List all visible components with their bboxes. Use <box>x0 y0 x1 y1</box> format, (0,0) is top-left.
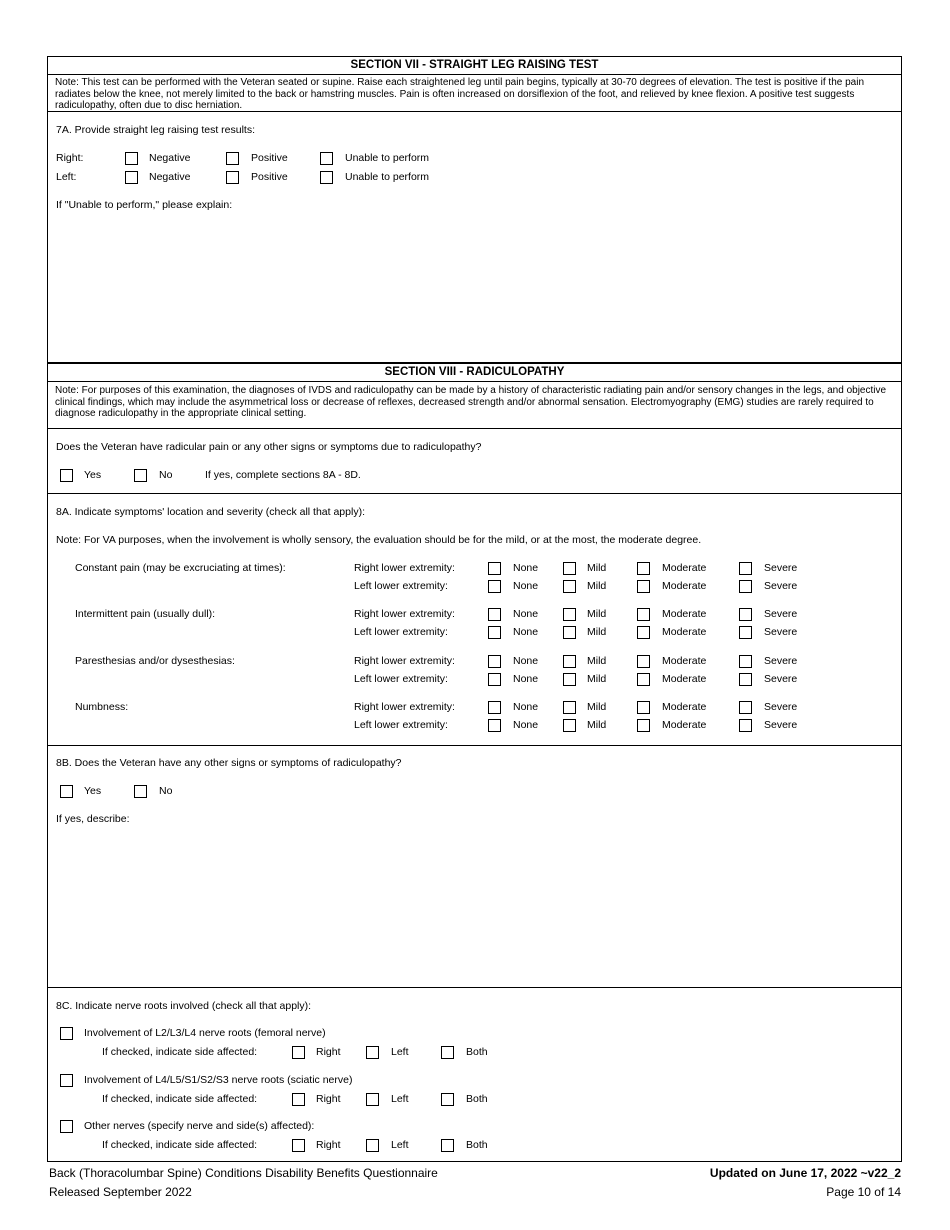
severity-label: Severe <box>764 655 798 667</box>
side-label: Both <box>466 1093 488 1105</box>
nerve-root-1-right-checkbox[interactable] <box>292 1046 305 1059</box>
section-vii-note: Note: This test can be performed with the Veteran seated or supine. Raise each straightened leg until pain begins, typically at 30-70 degrees of elevation. The test is positive if the pain radiates below the knee, not merely limited to the back or hamstring muscles. Pain is often increased on dorsiflexion of the foot, and relieved by knee flexion. A positive test suggests radiculopathy, often due to disc herniation. <box>55 77 865 111</box>
severity-label: Severe <box>764 673 798 685</box>
side-affected-label: If checked, indicate side affected: <box>102 1046 258 1058</box>
symptom-4-left-none-checkbox[interactable] <box>488 719 501 732</box>
question-7a: 7A. Provide straight leg raising test results: <box>56 124 256 136</box>
severity-label: Mild <box>587 719 607 731</box>
severity-label: Severe <box>764 580 798 592</box>
symptom-3-left-severe-checkbox[interactable] <box>739 673 752 686</box>
severity-label: Mild <box>587 655 607 667</box>
question-8a: 8A. Indicate symptoms' location and severity (check all that apply): <box>56 506 365 518</box>
severity-label: None <box>513 626 539 638</box>
question-8c: 8C. Indicate nerve roots involved (check all that apply): <box>56 1000 312 1012</box>
symptom-4-right-severe-checkbox[interactable] <box>739 701 752 714</box>
divider <box>48 74 901 75</box>
nerve-root-1-left-checkbox[interactable] <box>366 1046 379 1059</box>
left-unable-label: Unable to perform <box>345 171 430 183</box>
side-label: Right <box>316 1139 341 1151</box>
symptom-label: Constant pain (may be excruciating at times): <box>75 562 286 574</box>
right-positive-label: Positive <box>251 152 288 164</box>
divider <box>48 111 901 112</box>
question-8b: 8B. Does the Veteran have any other signs or symptoms of radiculopathy? <box>56 757 402 769</box>
divider <box>48 745 901 746</box>
nerve-root-3-checkbox[interactable] <box>60 1120 73 1133</box>
symptom-1-left-mild-checkbox[interactable] <box>563 580 576 593</box>
severity-label: Moderate <box>662 608 707 620</box>
severity-label: Mild <box>587 701 607 713</box>
divider <box>48 493 901 494</box>
radicular-yes-checkbox[interactable] <box>60 469 73 482</box>
radicular-no-checkbox[interactable] <box>134 469 147 482</box>
symptom-2-right-severe-checkbox[interactable] <box>739 608 752 621</box>
nerve-root-2-checkbox[interactable] <box>60 1074 73 1087</box>
symptom-1-left-none-checkbox[interactable] <box>488 580 501 593</box>
right-extremity-label: Right lower extremity: <box>354 655 455 667</box>
side-label: Right <box>316 1046 341 1058</box>
explain-label: If "Unable to perform," please explain: <box>56 199 233 211</box>
nerve-root-2-both-checkbox[interactable] <box>441 1093 454 1106</box>
severity-label: None <box>513 608 539 620</box>
nerve-root-1-checkbox[interactable] <box>60 1027 73 1040</box>
side-label: Left <box>391 1093 409 1105</box>
severity-label: Moderate <box>662 626 707 638</box>
left-leg-label: Left: <box>56 171 77 183</box>
severity-label: Mild <box>587 608 607 620</box>
severity-label: Moderate <box>662 719 707 731</box>
nerve-root-label: Involvement of L4/L5/S1/S2/S3 nerve roots (sciatic nerve) <box>84 1074 353 1086</box>
right-unable-checkbox[interactable] <box>320 152 333 165</box>
symptom-4-left-mild-checkbox[interactable] <box>563 719 576 732</box>
severity-label: Severe <box>764 701 798 713</box>
symptom-1-right-moderate-checkbox[interactable] <box>637 562 650 575</box>
side-affected-label: If checked, indicate side affected: <box>102 1093 258 1105</box>
severity-label: Severe <box>764 719 798 731</box>
side-affected-label: If checked, indicate side affected: <box>102 1139 258 1151</box>
other-signs-no-label: No <box>159 785 173 797</box>
symptom-label: Intermittent pain (usually dull): <box>75 608 216 620</box>
symptom-4-right-mild-checkbox[interactable] <box>563 701 576 714</box>
symptom-1-right-severe-checkbox[interactable] <box>739 562 752 575</box>
divider <box>48 987 901 988</box>
severity-label: None <box>513 580 539 592</box>
right-extremity-label: Right lower extremity: <box>354 701 455 713</box>
section-viii-title: SECTION VIII - RADICULOPATHY <box>384 366 565 378</box>
severity-label: Moderate <box>662 562 707 574</box>
symptom-4-left-moderate-checkbox[interactable] <box>637 719 650 732</box>
updated-date: Updated on June 17, 2022 ~v22_2 <box>709 1166 901 1180</box>
symptom-3-right-severe-checkbox[interactable] <box>739 655 752 668</box>
nerve-root-2-left-checkbox[interactable] <box>366 1093 379 1106</box>
severity-label: Mild <box>587 673 607 685</box>
severity-label: Severe <box>764 562 798 574</box>
symptom-2-left-none-checkbox[interactable] <box>488 626 501 639</box>
left-extremity-label: Left lower extremity: <box>354 580 448 592</box>
left-unable-checkbox[interactable] <box>320 171 333 184</box>
severity-label: Moderate <box>662 701 707 713</box>
divider <box>48 381 901 382</box>
other-signs-no-checkbox[interactable] <box>134 785 147 798</box>
severity-label: Mild <box>587 626 607 638</box>
right-unable-label: Unable to perform <box>345 152 430 164</box>
radicular-yes-label: Yes <box>84 469 102 481</box>
nerve-root-label: Involvement of L2/L3/L4 nerve roots (femoral nerve) <box>84 1027 326 1039</box>
symptom-4-right-moderate-checkbox[interactable] <box>637 701 650 714</box>
symptom-2-right-none-checkbox[interactable] <box>488 608 501 621</box>
symptom-2-left-severe-checkbox[interactable] <box>739 626 752 639</box>
severity-label: None <box>513 701 539 713</box>
section-viii-note: Note: For purposes of this examination, the diagnoses of IVDS and radiculopathy can be made by a history of characteristic radiating pain and/or sensory changes in the legs, and objective clinical findings, which may include the asymmetrical loss or decrease of reflexes, decreased strength and/or abnormal sensation. Electromyography (EMG) studies are rarely required to diagnose radiculopathy in the appropriate clinical setting. <box>55 385 887 419</box>
release-date: Released September 2022 <box>49 1185 192 1199</box>
left-extremity-label: Left lower extremity: <box>354 673 448 685</box>
right-positive-checkbox[interactable] <box>226 152 239 165</box>
side-label: Right <box>316 1093 341 1105</box>
left-positive-checkbox[interactable] <box>226 171 239 184</box>
symptom-2-right-moderate-checkbox[interactable] <box>637 608 650 621</box>
severity-label: None <box>513 719 539 731</box>
right-negative-checkbox[interactable] <box>125 152 138 165</box>
symptom-1-right-mild-checkbox[interactable] <box>563 562 576 575</box>
severity-label: Moderate <box>662 655 707 667</box>
symptom-4-right-none-checkbox[interactable] <box>488 701 501 714</box>
form-frame <box>47 56 902 1162</box>
side-label: Left <box>391 1139 409 1151</box>
other-signs-yes-label: Yes <box>84 785 102 797</box>
side-label: Both <box>466 1046 488 1058</box>
right-extremity-label: Right lower extremity: <box>354 562 455 574</box>
symptom-3-right-mild-checkbox[interactable] <box>563 655 576 668</box>
nerve-root-3-left-checkbox[interactable] <box>366 1139 379 1152</box>
side-label: Left <box>391 1046 409 1058</box>
severity-label: None <box>513 673 539 685</box>
right-leg-label: Right: <box>56 152 84 164</box>
severity-label: None <box>513 655 539 667</box>
symptom-3-left-moderate-checkbox[interactable] <box>637 673 650 686</box>
severity-label: Moderate <box>662 580 707 592</box>
symptom-1-right-none-checkbox[interactable] <box>488 562 501 575</box>
question-8a-note: Note: For VA purposes, when the involvement is wholly sensory, the evaluation should be for the mild, or at the most, the moderate degree. <box>56 534 702 546</box>
symptom-label: Paresthesias and/or dysesthesias: <box>75 655 235 667</box>
symptom-label: Numbness: <box>75 701 129 713</box>
severity-label: Moderate <box>662 673 707 685</box>
severity-label: Mild <box>587 562 607 574</box>
left-negative-checkbox[interactable] <box>125 171 138 184</box>
radicular-question: Does the Veteran have radicular pain or any other signs or symptoms due to radiculopathy? <box>56 441 482 453</box>
other-signs-yes-checkbox[interactable] <box>60 785 73 798</box>
right-extremity-label: Right lower extremity: <box>354 608 455 620</box>
nerve-root-3-both-checkbox[interactable] <box>441 1139 454 1152</box>
side-label: Both <box>466 1139 488 1151</box>
severity-label: Mild <box>587 580 607 592</box>
symptom-2-right-mild-checkbox[interactable] <box>563 608 576 621</box>
left-positive-label: Positive <box>251 171 288 183</box>
symptom-1-left-severe-checkbox[interactable] <box>739 580 752 593</box>
radicular-no-label: No <box>159 469 173 481</box>
symptom-3-right-none-checkbox[interactable] <box>488 655 501 668</box>
divider <box>48 428 901 429</box>
symptom-2-left-moderate-checkbox[interactable] <box>637 626 650 639</box>
symptom-3-left-mild-checkbox[interactable] <box>563 673 576 686</box>
describe-label: If yes, describe: <box>56 813 130 825</box>
severity-label: Severe <box>764 608 798 620</box>
symptom-1-left-moderate-checkbox[interactable] <box>637 580 650 593</box>
nerve-root-2-right-checkbox[interactable] <box>292 1093 305 1106</box>
section-vii-title: SECTION VII - STRAIGHT LEG RAISING TEST <box>350 59 599 71</box>
nerve-root-3-right-checkbox[interactable] <box>292 1139 305 1152</box>
right-negative-label: Negative <box>149 152 191 164</box>
severity-label: Severe <box>764 626 798 638</box>
symptom-4-left-severe-checkbox[interactable] <box>739 719 752 732</box>
form-title: Back (Thoracolumbar Spine) Conditions Disability Benefits Questionnaire <box>49 1166 438 1180</box>
left-extremity-label: Left lower extremity: <box>354 626 448 638</box>
left-negative-label: Negative <box>149 171 191 183</box>
nerve-root-1-both-checkbox[interactable] <box>441 1046 454 1059</box>
severity-label: None <box>513 562 539 574</box>
symptom-2-left-mild-checkbox[interactable] <box>563 626 576 639</box>
symptom-3-right-moderate-checkbox[interactable] <box>637 655 650 668</box>
symptom-3-left-none-checkbox[interactable] <box>488 673 501 686</box>
left-extremity-label: Left lower extremity: <box>354 719 448 731</box>
nerve-root-label: Other nerves (specify nerve and side(s) affected): <box>84 1120 315 1132</box>
page-number: Page 10 of 14 <box>826 1185 901 1199</box>
radicular-instruction: If yes, complete sections 8A - 8D. <box>205 469 361 481</box>
